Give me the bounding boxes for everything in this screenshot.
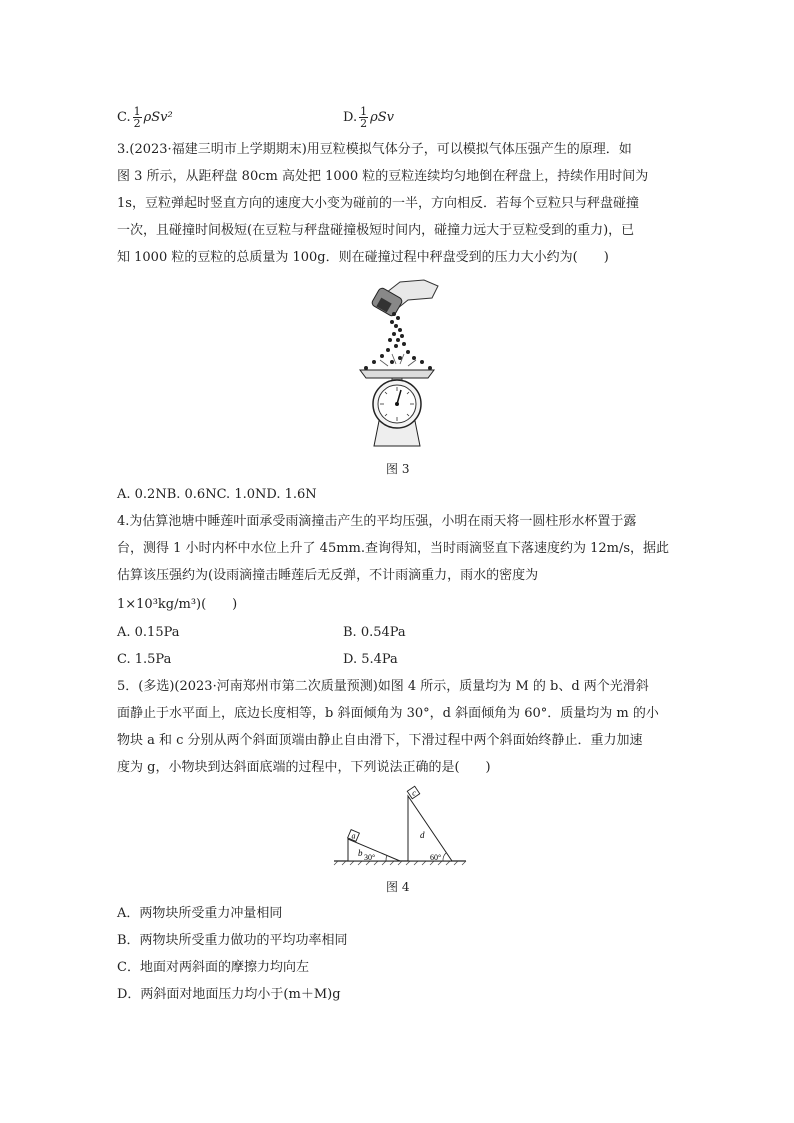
- figure-3-caption: 图 3: [386, 462, 410, 476]
- q5-line-4: 度为 g，小物块到达斜面底端的过程中，下列说法正确的是( ): [117, 760, 491, 775]
- q4-option-c: C. 1.5Pa: [117, 652, 172, 667]
- q5-line-2: 面静止于水平面上，底边长度相等，b 斜面倾角为 30°，d 斜面倾角为 60°．质量均为 m 的小: [117, 706, 659, 721]
- q4-option-a: A. 0.15Pa: [117, 625, 180, 640]
- fraction: $\frac{1}{2}$: [133, 105, 141, 130]
- q5-line-3: 物块 a 和 c 分别从两个斜面顶端由静止自由滑下，下滑过程中两个斜面始终静止．重力加速: [117, 733, 643, 748]
- label-d: d: [420, 830, 425, 840]
- q5-option-b: B．两物块所受重力做功的平均功率相同: [117, 933, 348, 948]
- q4-line-3: 估算该压强约为(设雨滴撞击睡莲后无反弹，不计雨滴重力，雨水的密度为: [117, 568, 539, 583]
- q3-options: A. 0.2NB. 0.6NC. 1.0ND. 1.6N: [117, 487, 317, 502]
- fraction: $\frac{1}{2}$: [360, 105, 368, 130]
- q5-line-1: 5．(多选)(2023·河南郑州市第二次质量预测)如图 4 所示，质量均为 M 的 b、d 两个光滑斜: [117, 679, 649, 694]
- label-c: c: [412, 788, 416, 798]
- q4-option-b: B. 0.54Pa: [343, 625, 406, 640]
- label-b: b: [358, 848, 363, 858]
- angle-30-label: 30°: [364, 853, 376, 862]
- q2-option-d: D. $\frac{1}{2}$ ρSv: [343, 105, 394, 130]
- q5-option-d: D．两斜面对地面压力均小于(m＋M)g: [117, 987, 341, 1002]
- q3-line-2: 图 3 所示，从距秤盘 80cm 高处把 1000 粒的豆粒连续均匀地倒在秤盘上，持续作用时间为: [117, 169, 649, 184]
- q5-option-a: A．两物块所受重力冲量相同: [117, 906, 283, 921]
- figure-3-scale-illustration: [352, 278, 442, 450]
- q3-line-5: 知 1000 粒的豆粒的总质量为 100g．则在碰撞过程中秤盘受到的压力大小约为( ): [117, 250, 609, 265]
- q3-line-3: 1s，豆粒弹起时竖直方向的速度大小变为碰前的一半，方向相反．若每个豆粒只与秤盘碰撞: [117, 196, 639, 211]
- q4-option-d: D. 5.4Pa: [343, 652, 398, 667]
- q3-line-4: 一次，且碰撞时间极短(在豆粒与秤盘碰撞极短时间内，碰撞力远大于豆粒受到的重力)，已: [117, 223, 635, 238]
- figure-4-caption: 图 4: [386, 880, 410, 894]
- q4-line-1: 4.为估算池塘中睡莲叶面承受雨滴撞击产生的平均压强，小明在雨天将一圆柱形水杯置于露: [117, 514, 637, 529]
- q5-option-c: C．地面对两斜面的摩擦力均向左: [117, 960, 309, 975]
- figure-4-inclines-diagram: [330, 786, 470, 866]
- q4-line-4: 1×10³kg/m³)( ): [117, 597, 238, 612]
- q4-line-2: 台，测得 1 小时内杯中水位上升了 45mm.查询得知，当时雨滴竖直下落速度约为 12m/s，据此: [117, 541, 670, 556]
- q2-option-c: C. $\frac{1}{2}$ ρSv²: [117, 105, 173, 130]
- angle-60-label: 60°: [430, 853, 442, 862]
- q3-line-1: 3.(2023·福建三明市上学期期末)用豆粒模拟气体分子，可以模拟气体压强产生的原理．如: [117, 142, 632, 157]
- label-a: a: [351, 831, 356, 841]
